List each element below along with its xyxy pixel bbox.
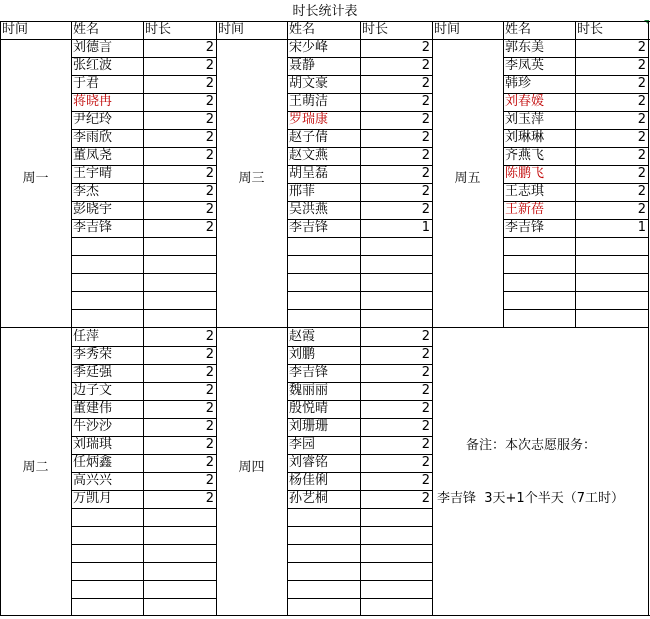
- name-cell: 吴洪燕: [289, 202, 329, 217]
- hours-cell: 2: [637, 184, 646, 199]
- grid-line-row: [71, 580, 216, 581]
- hours-cell: 2: [421, 76, 430, 91]
- hours-cell: 2: [205, 148, 214, 163]
- day-label: 周五: [454, 171, 481, 186]
- hours-cell: 2: [421, 148, 430, 163]
- hours-cell: 2: [637, 94, 646, 109]
- name-cell: 王志琪: [505, 184, 545, 199]
- remark-detail: 李吉锋 3天+1个半天（7工时）: [437, 491, 624, 506]
- name-cell: 季廷强: [73, 365, 113, 380]
- name-cell: 赵霞: [289, 329, 316, 344]
- grid-line-row: [287, 309, 432, 310]
- name-cell: 蒋晓冉: [73, 94, 113, 109]
- name-cell: 胡呈磊: [289, 166, 329, 181]
- grid-line-row: [503, 291, 648, 292]
- grid-line-row: [503, 309, 648, 310]
- hours-cell: 2: [205, 455, 214, 470]
- hours-cell: 2: [421, 455, 430, 470]
- hours-cell: 2: [421, 383, 430, 398]
- grid-line-left: [0, 21, 1, 615]
- name-cell: 李吉锋: [505, 220, 545, 235]
- name-cell: 刘春媛: [505, 94, 545, 109]
- name-cell: 郭东美: [505, 40, 545, 55]
- grid-line-row: [287, 526, 432, 527]
- hours-cell: 2: [205, 365, 214, 380]
- name-cell: 刘珊珊: [289, 419, 329, 434]
- grid-line-row: [71, 255, 216, 256]
- hours-cell: 2: [421, 202, 430, 217]
- hours-cell: 1: [637, 220, 646, 235]
- name-cell: 董凤尧: [73, 148, 113, 163]
- name-cell: 李秀荣: [73, 347, 113, 362]
- grid-line-row: [287, 508, 432, 509]
- name-cell: 胡文豪: [289, 76, 329, 91]
- name-cell: 王萌洁: [289, 94, 329, 109]
- name-cell: 赵文燕: [289, 148, 329, 163]
- hours-cell: 2: [205, 112, 214, 127]
- hours-cell: 2: [637, 166, 646, 181]
- grid-line-row: [71, 526, 216, 527]
- hours-cell: 2: [205, 202, 214, 217]
- name-cell: 李吉锋: [289, 365, 329, 380]
- name-cell: 万凯月: [73, 491, 113, 506]
- hours-cell: 2: [637, 58, 646, 73]
- header-hours: 时长: [577, 22, 604, 37]
- hours-cell: 2: [205, 383, 214, 398]
- sheet-title: 时长统计表: [292, 4, 358, 19]
- name-cell: 李吉锋: [73, 220, 113, 235]
- name-cell: 任炳鑫: [73, 455, 113, 470]
- grid-line-row: [503, 255, 648, 256]
- name-cell: 于君: [73, 76, 100, 91]
- name-cell: 韩珍: [505, 76, 532, 91]
- name-cell: 刘瑞琪: [73, 437, 113, 452]
- hours-cell: 2: [637, 76, 646, 91]
- grid-line-v: [432, 327, 433, 615]
- hours-cell: 2: [205, 184, 214, 199]
- hours-cell: 2: [205, 491, 214, 506]
- header-hours: 时长: [145, 22, 172, 37]
- hours-cell: 2: [205, 437, 214, 452]
- name-cell: 董建伟: [73, 401, 113, 416]
- day-label: 周三: [238, 171, 265, 186]
- grid-line-row: [287, 237, 432, 238]
- header-time: 时间: [2, 22, 29, 37]
- name-cell: 尹纪玲: [73, 112, 113, 127]
- hours-cell: 2: [421, 419, 430, 434]
- hours-cell: 2: [421, 473, 430, 488]
- grid-line-row: [503, 237, 648, 238]
- grid-line-row: [71, 544, 216, 545]
- hours-cell: 2: [421, 130, 430, 145]
- hours-cell: 2: [637, 112, 646, 127]
- header-name: 姓名: [505, 22, 532, 37]
- hours-cell: 2: [421, 347, 430, 362]
- hours-cell: 2: [205, 40, 214, 55]
- name-cell: 刘琳琳: [505, 130, 545, 145]
- name-cell: 刘玉萍: [505, 112, 545, 127]
- grid-line-row: [287, 544, 432, 545]
- hours-cell: 2: [205, 94, 214, 109]
- name-cell: 刘鹏: [289, 347, 316, 362]
- name-cell: 李雨欣: [73, 130, 113, 145]
- name-cell: 边子文: [73, 383, 113, 398]
- name-cell: 齐燕飞: [505, 148, 545, 163]
- name-cell: 刘德言: [73, 40, 113, 55]
- name-cell: 彭晓宇: [73, 202, 113, 217]
- day-label: 周二: [22, 460, 49, 475]
- name-cell: 魏丽丽: [289, 383, 329, 398]
- name-cell: 宋少峰: [289, 40, 329, 55]
- grid-line-row: [71, 273, 216, 274]
- hours-cell: 2: [421, 365, 430, 380]
- grid-line-row: [287, 598, 432, 599]
- hours-cell: 2: [205, 76, 214, 91]
- hours-cell: 2: [205, 166, 214, 181]
- hours-cell: 2: [421, 184, 430, 199]
- hours-cell: 2: [637, 130, 646, 145]
- remark-label: 备注：本次志愿服务：: [466, 438, 597, 453]
- grid-line-row: [287, 255, 432, 256]
- name-cell: 陈鹏飞: [505, 166, 545, 181]
- name-cell: 李园: [289, 437, 316, 452]
- name-cell: 赵子倩: [289, 130, 329, 145]
- name-cell: 王新蓓: [505, 202, 545, 217]
- hours-cell: 2: [637, 202, 646, 217]
- header-name: 姓名: [73, 22, 100, 37]
- grid-line-row: [287, 580, 432, 581]
- grid-line-bottom: [0, 615, 650, 616]
- name-cell: 李凤英: [505, 58, 545, 73]
- name-cell: 牛沙沙: [73, 419, 113, 434]
- hours-cell: 2: [205, 401, 214, 416]
- hours-cell: 2: [637, 148, 646, 163]
- name-cell: 李杰: [73, 184, 100, 199]
- header-name: 姓名: [289, 22, 316, 37]
- hours-cell: 1: [421, 220, 430, 235]
- grid-line-row: [503, 273, 648, 274]
- grid-line-row: [287, 562, 432, 563]
- header-time: 时间: [434, 22, 461, 37]
- grid-line-row: [287, 291, 432, 292]
- grid-line-row: [71, 562, 216, 563]
- hours-cell: 2: [421, 58, 430, 73]
- name-cell: 高兴兴: [73, 473, 113, 488]
- hours-cell: 2: [421, 112, 430, 127]
- grid-line-row: [71, 309, 216, 310]
- hours-cell: 2: [421, 166, 430, 181]
- hours-cell: 2: [421, 491, 430, 506]
- name-cell: 聂静: [289, 58, 316, 73]
- header-hours: 时长: [362, 22, 389, 37]
- hours-cell: 2: [421, 40, 430, 55]
- hours-cell: 2: [205, 58, 214, 73]
- hours-cell: 2: [205, 347, 214, 362]
- hours-cell: 2: [637, 40, 646, 55]
- hours-cell: 2: [421, 437, 430, 452]
- grid-line-right: [648, 21, 649, 616]
- hours-cell: 2: [421, 94, 430, 109]
- header-time: 时间: [218, 22, 245, 37]
- name-cell: 孙艺桐: [289, 491, 329, 506]
- hours-cell: 2: [205, 130, 214, 145]
- hours-cell: 2: [205, 220, 214, 235]
- day-label: 周一: [22, 171, 49, 186]
- name-cell: 邢菲: [289, 184, 316, 199]
- name-cell: 李吉锋: [289, 220, 329, 235]
- hours-cell: 2: [205, 473, 214, 488]
- hours-cell: 2: [421, 401, 430, 416]
- hours-cell: 2: [205, 419, 214, 434]
- day-label: 周四: [238, 460, 265, 475]
- name-cell: 任萍: [73, 329, 100, 344]
- name-cell: 王宇晴: [73, 166, 113, 181]
- name-cell: 殷悦晴: [289, 401, 329, 416]
- grid-line-row: [71, 291, 216, 292]
- hours-cell: 2: [205, 329, 214, 344]
- grid-line-top: [0, 21, 650, 22]
- name-cell: 张红波: [73, 58, 113, 73]
- grid-line-row: [71, 237, 216, 238]
- hours-cell: 2: [421, 329, 430, 344]
- grid-line-band-divider: [432, 327, 648, 328]
- grid-line-row: [71, 508, 216, 509]
- name-cell: 杨佳俐: [289, 473, 329, 488]
- name-cell: 罗瑞康: [289, 112, 329, 127]
- name-cell: 刘睿铭: [289, 455, 329, 470]
- grid-line-row: [71, 598, 216, 599]
- grid-line-row: [287, 273, 432, 274]
